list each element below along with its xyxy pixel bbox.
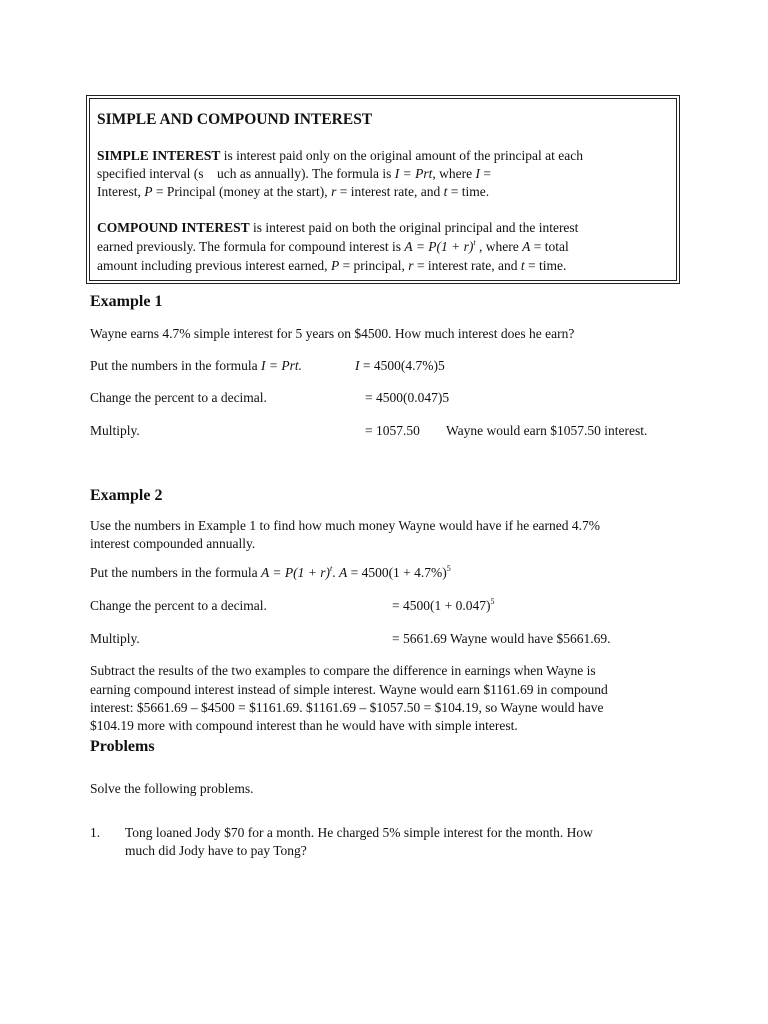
compound-interest-text-1: is interest paid on both the original principal and the interest: [249, 220, 579, 235]
problems-instruction: Solve the following problems.: [90, 781, 254, 796]
example-2-intro-line-1: Use the numbers in Example 1 to find how much money Wayne would have if he earned 4.7%: [90, 518, 601, 533]
example-1-step-3-result: = 1057.50: [365, 423, 420, 438]
formula-var-a-2: A: [338, 565, 348, 580]
result-text: = 4500(4.7%)5: [359, 358, 445, 373]
formula-exponent: t: [329, 564, 333, 573]
simple-interest-text-2b: uch as annually). The formula is: [216, 166, 395, 181]
example-2-summary-line-3: interest: $5661.69 – $4500 = $1161.69. $1161.69 – $1057.50 = $104.19, so Wayne would have: [90, 700, 604, 715]
step-text: Put the numbers in the formula: [90, 565, 261, 580]
formula-var-i: I: [394, 166, 400, 181]
simple-interest-text-3a: Interest,: [97, 184, 145, 199]
simple-interest-label: SIMPLE INTEREST: [97, 148, 221, 163]
box-title: SIMPLE AND COMPOUND INTEREST: [97, 111, 373, 128]
formula-var-i-2: I: [475, 166, 481, 181]
simple-interest-line-2: [97, 165, 491, 183]
example-2-heading: Example 2: [90, 487, 163, 504]
compound-interest-line-3: [97, 257, 566, 275]
compound-var-a: A: [404, 239, 413, 254]
compound-interest-text-3c: = interest rate, and: [413, 258, 521, 273]
example-2-step-2-label: Change the percent to a decimal.: [90, 598, 267, 613]
compound-exponent: t: [473, 238, 476, 247]
compound-interest-text-2a: earned previously. The formula for compound interest is: [97, 239, 405, 254]
example-2-step-2-result: [392, 597, 494, 615]
var-p: P: [144, 184, 153, 199]
formula-sep: .: [332, 565, 339, 580]
example-2-summary-line-1: Subtract the results of the two examples to compare the difference in earnings when Wayne is: [90, 663, 596, 678]
problem-1-number: 1.: [90, 825, 101, 840]
problem-1-line-2: much did Jody have to pay Tong?: [125, 843, 307, 858]
simple-interest-line-1: [97, 147, 583, 165]
simple-interest-text-3c: = interest rate, and: [336, 184, 444, 199]
example-1-step-1-label: [90, 357, 302, 375]
example-2-intro-line-2: interest compounded annually.: [90, 536, 256, 551]
example-1-step-1-result: [355, 357, 445, 375]
var-t: t: [443, 184, 448, 199]
simple-interest-text-1: is interest paid only on the original amount of the principal at each: [220, 148, 583, 163]
simple-interest-text-3b: = Principal (money at the start),: [152, 184, 332, 199]
simple-interest-text-2a: specified interval (s: [97, 166, 204, 181]
compound-formula: = P(1 + r): [412, 239, 474, 254]
simple-interest-text-2d: =: [480, 166, 492, 181]
formula-body: = P(1 + r): [269, 565, 330, 580]
compound-var-p: P: [330, 258, 340, 273]
simple-interest-text-3d: = time.: [447, 184, 490, 199]
compound-interest-text-2b: , where: [475, 239, 523, 254]
example-1-step-2-result: = 4500(0.047)5: [365, 390, 450, 405]
compound-var-r: r: [408, 258, 414, 273]
simple-formula: = Prt: [399, 166, 433, 181]
example-2-summary-line-4: $104.19 more with compound interest than he would have with simple interest.: [90, 718, 518, 733]
compound-interest-label: COMPOUND INTEREST: [97, 220, 250, 235]
compound-var-a-2: A: [522, 239, 531, 254]
problems-heading: Problems: [90, 738, 155, 755]
example-1-question: Wayne earns 4.7% simple interest for 5 years on $4500. How much interest does he earn?: [90, 326, 575, 341]
example-2-step-3-result: = 5661.69 Wayne would have $5661.69.: [392, 631, 611, 646]
example-2-step-3-label: Multiply.: [90, 631, 140, 646]
var-r: r: [331, 184, 337, 199]
compound-interest-text-2c: = total: [530, 239, 569, 254]
compound-interest-text-3d: = time.: [524, 258, 567, 273]
result-exponent: 5: [490, 597, 495, 606]
compound-interest-text-3a: amount including previous interest earned,: [97, 258, 331, 273]
compound-interest-line-2: [97, 238, 569, 256]
simple-interest-text-2c: , where: [432, 166, 476, 181]
compound-interest-text-3b: = principal,: [339, 258, 409, 273]
example-2-summary-line-2: earning compound interest instead of simple interest. Wayne would earn $1161.69 in compound: [90, 682, 608, 697]
formula-exponent-2: 5: [446, 564, 451, 573]
formula-var-a: A: [260, 565, 269, 580]
formula-substituted: = 4500(1 + 4.7%): [347, 565, 447, 580]
example-1-heading: Example 1: [90, 293, 163, 310]
simple-interest-line-3: [97, 183, 489, 201]
problem-1-line-1: Tong loaned Jody $70 for a month. He charged 5% simple interest for the month. How: [125, 825, 593, 840]
example-2-step-1: [90, 564, 451, 582]
compound-interest-line-1: [97, 219, 578, 237]
compound-var-t: t: [520, 258, 525, 273]
result-text: = 4500(1 + 0.047): [392, 598, 491, 613]
step-formula: I = Prt.: [260, 358, 302, 373]
result-var-i: I: [355, 358, 360, 373]
example-1-step-3-label: Multiply.: [90, 423, 140, 438]
example-1-answer: Wayne would earn $1057.50 interest.: [446, 423, 648, 438]
step-text: Put the numbers in the formula: [90, 358, 261, 373]
example-1-step-2-label: Change the percent to a decimal.: [90, 390, 267, 405]
